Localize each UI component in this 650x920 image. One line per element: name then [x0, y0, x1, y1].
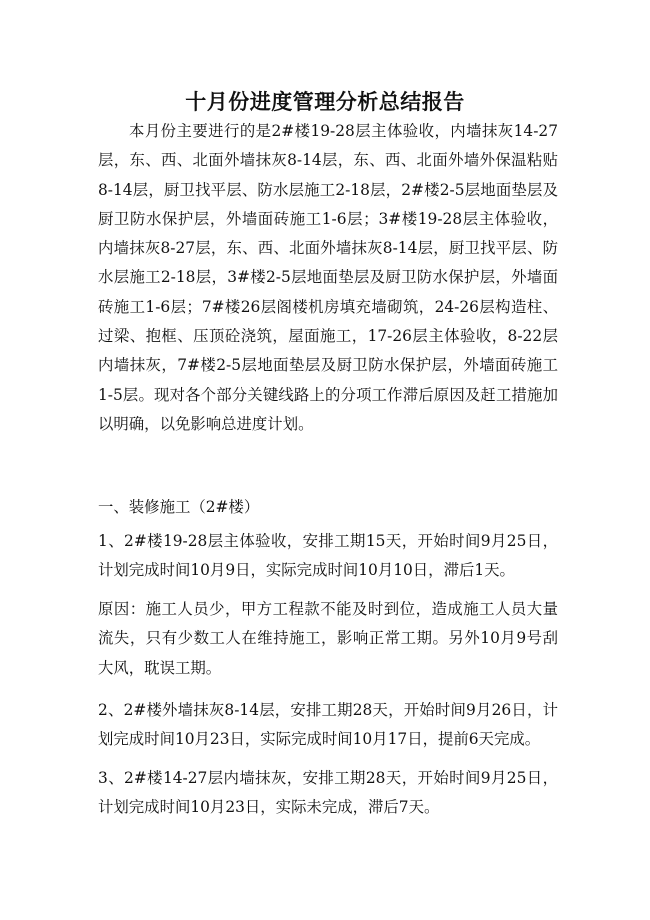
progress-item-2: 2、2#楼外墙抹灰8-14层，安排工期28天，开始时间9月26日，计划完成时间10月23日，实际完成时间10月17日，提前6天完成。 — [98, 701, 558, 749]
progress-item-3: 3、2#楼14-27层内墙抹灰，安排工期28天，开始时间9月25日，计划完成时间10月23日，实际未完成，滞后7天。 — [98, 769, 558, 817]
intro-paragraph: 本月份主要进行的是2#楼19-28层主体验收，内墙抹灰14-27层，东、西、北面外墙抹灰8-14层，东、西、北面外墙外保温粘贴8-14层，厨卫找平层、防水层施工2-18层，2#楼2-5层地面垫层及厨卫防水保护层，外墙面砖施工1-6层；3#楼19-28层主体验收，内墙抹灰8-27层，东、西、北面外墙抹灰8-14层，厨卫找平层、防水层施工2-18层，3#楼2-5层地面垫层及厨卫防水保护层，外墙面砖施工1-6层；7#楼26层阁楼机房填充墙砌筑，24-26层构造柱、过梁、抱框、压顶砼浇筑，屋面施工，17-26层主体验收，8-22层内墙抹灰，7#楼2-5层地面垫层及厨卫防水保护层，外墙面砖施工1-5层。现对各个部分关键线路上的分项工作滞后原因及赶工措施加以明确，以免影响总进度计划。 — [98, 122, 558, 433]
progress-item-1-reason: 原因：施工人员少，甲方工程款不能及时到位，造成施工人员大量流失，只有少数工人在维持施工，影响正常工期。另外10月9号刮大风，耽误工期。 — [98, 600, 558, 677]
document-title: 十月份进度管理分析总结报告 — [185, 89, 465, 114]
section-heading: 一、装修施工（2#楼） — [98, 498, 260, 516]
progress-item-1: 1、2#楼19-28层主体验收，安排工期15天，开始时间9月25日，计划完成时间10月9日，实际完成时间10月10日，滞后1天。 — [98, 532, 558, 580]
